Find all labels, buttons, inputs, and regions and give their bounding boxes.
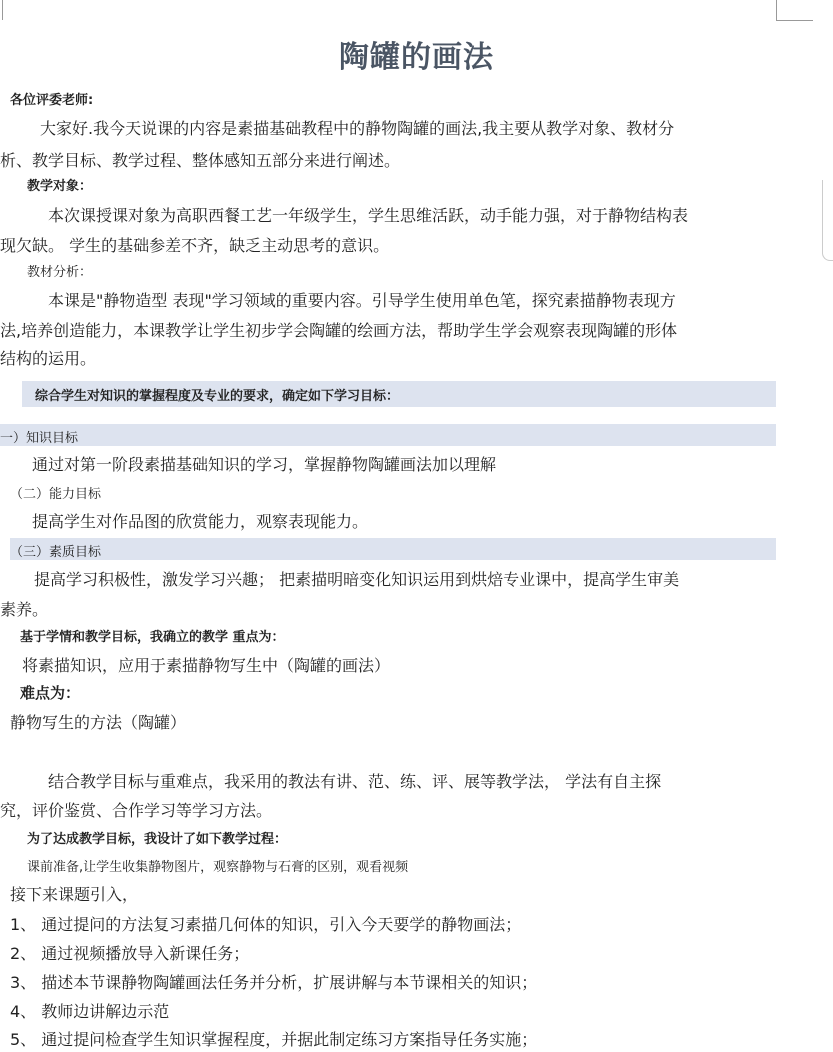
process-prep: 课前准备,让学生收集静物图片，观察静物与石膏的区别，观看视频: [27, 860, 409, 875]
quality-goal-label: （三）素质目标: [10, 545, 102, 560]
page-edge-left: [0, 0, 3, 20]
process-item: 1、 通过提问的方法复习素描几何体的知识，引入今天要学的静物画法；: [10, 915, 522, 934]
methods-line-1: 结合教学目标与重难点，我采用的教法有讲、范、练、评、展等教学法， 学法有自主探: [48, 772, 662, 791]
goals-intro: 综合学生对知识的掌握程度及专业的要求，确定如下学习目标：: [35, 389, 400, 404]
teaching-object-heading: 教学对象：: [27, 179, 93, 194]
key-points-text: 将素描知识，应用于素描静物写生中（陶罐的画法）: [22, 656, 391, 675]
ability-goal-text: 提高学生对作品图的欣赏能力，观察表现能力。: [32, 512, 369, 531]
methods-line-2: 究，评价鉴赏、合作学习等学习方法。: [0, 801, 273, 820]
page-edge-right: [776, 0, 813, 21]
process-heading: 为了达成教学目标，我设计了如下教学过程：: [27, 832, 288, 847]
scroll-edge: [822, 180, 833, 261]
process-item: 3、 描述本节课静物陶罐画法任务并分析，扩展讲解与本节课相关的知识；: [10, 973, 538, 992]
material-analysis-line-3: 结构的运用。: [0, 349, 97, 368]
knowledge-goal-label: 一）知识目标: [0, 431, 79, 446]
greeting: 各位评委老师:: [10, 93, 94, 108]
quality-goal-line-2: 素养。: [0, 600, 49, 619]
document-title: 陶罐的画法: [339, 40, 494, 75]
intro-line-2: 析、教学目标、教学过程、整体感知五部分来进行阐述。: [0, 151, 401, 170]
material-analysis-heading: 教材分析：: [27, 265, 93, 280]
knowledge-goal-highlight: [0, 424, 776, 446]
teaching-object-line-1: 本次课授课对象为高职西餐工艺一年级学生，学生思维活跃，动手能力强，对于静物结构表: [48, 206, 689, 225]
material-analysis-line-1: 本课是"静物造型 表现"学习领域的重要内容。引导学生使用单色笔，探究素描静物表现方: [48, 291, 676, 310]
process-item: 2、 通过视频播放导入新课任务；: [10, 944, 250, 963]
process-item: 4、 教师边讲解边示范: [10, 1002, 170, 1021]
process-item: 5、 通过提问检查学生知识掌握程度，并据此制定练习方案指导任务实施；: [10, 1030, 538, 1049]
knowledge-goal-text: 通过对第一阶段素描基础知识的学习，掌握静物陶罐画法加以理解: [32, 455, 497, 474]
difficult-points-text: 静物写生的方法（陶罐）: [10, 713, 187, 732]
process-lead: 接下来课题引入，: [10, 885, 139, 904]
material-analysis-line-2: 法,培养创造能力，本课教学让学生初步学会陶罐的绘画方法，帮助学生学会观察表现陶罐的形体: [0, 321, 678, 340]
ability-goal-label: （二）能力目标: [10, 487, 102, 502]
teaching-object-line-2: 现欠缺。 学生的基础参差不齐，缺乏主动思考的意识。: [0, 236, 390, 255]
key-points-heading: 基于学情和教学目标，我确立的教学 重点为：: [20, 630, 285, 645]
intro-line-1: 大家好.我今天说课的内容是素描基础教程中的静物陶罐的画法,我主要从教学对象、教材分: [40, 119, 675, 138]
quality-goal-highlight: [10, 538, 776, 560]
quality-goal-line-1: 提高学习积极性，激发学习兴趣； 把素描明暗变化知识运用到烘焙专业课中，提高学生审美: [34, 570, 680, 589]
difficult-points-heading: 难点为：: [20, 684, 81, 702]
